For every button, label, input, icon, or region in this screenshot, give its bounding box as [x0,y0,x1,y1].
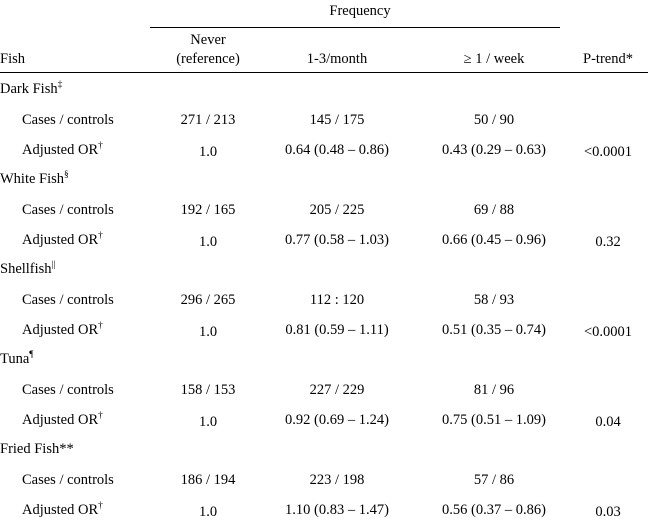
footnote-mark: † [98,411,103,421]
footnote-mark: ‡ [57,80,63,90]
cases-controls-cell: 112 : 120 [309,292,365,308]
adjusted-or-cell: 0.77 (0.58 – 1.03) [285,232,389,248]
cases-controls-label: Cases / controls [22,472,114,488]
cases-controls-cell: 271 / 213 [180,112,236,128]
adjusted-or-cell: 0.81 (0.59 – 1.11) [285,322,389,338]
adjusted-or-cell: 1.0 [198,414,218,430]
cases-controls-cell: 58 / 93 [473,292,515,308]
cases-controls-cell: 205 / 225 [309,202,365,218]
cases-controls-cell: 145 / 175 [309,112,365,128]
cases-controls-label: Cases / controls [22,292,114,308]
fish-group-label: Shellfish [0,261,52,277]
adjusted-or-cell: 1.0 [198,234,218,250]
footnote-mark: || [51,260,56,270]
adjusted-or-cell: 0.56 (0.37 – 0.86) [442,502,546,518]
never-header-line2: (reference) [176,51,240,67]
footnote-mark: † [98,321,103,331]
cases-controls-cell: 81 / 96 [473,382,515,398]
ptrend-cell: <0.0001 [583,324,633,340]
frequency-header: Frequency [329,3,391,19]
footnote-mark: † [98,141,103,151]
adjusted-or-cell: 0.43 (0.29 – 0.63) [442,142,546,158]
adjusted-or-text: Adjusted OR [22,142,99,158]
adjusted-or-cell: 0.51 (0.35 – 0.74) [442,322,546,338]
column-header-rule [0,72,648,73]
never-header-line1: Never [190,32,226,48]
fish-group-label: White Fish [0,171,65,187]
adjusted-or-cell: 0.66 (0.45 – 0.96) [442,232,546,248]
fish-group-name [0,442,74,457]
cases-controls-cell: 69 / 88 [473,202,515,218]
fish-column-header: Fish [0,51,25,67]
week-header: ≥ 1 / week [463,51,525,67]
ptrend-cell: 0.04 [595,414,621,430]
month-header: 1-3/month [306,51,368,67]
adjusted-or-cell: 1.0 [198,144,218,160]
adjusted-or-cell: 1.10 (0.83 – 1.47) [285,502,389,518]
adjusted-or-label [22,503,103,518]
fish-group-label: Fried Fish** [0,441,74,457]
footnote-mark: ¶ [29,350,34,360]
adjusted-or-text: Adjusted OR [22,322,99,338]
adjusted-or-label [22,143,103,158]
cases-controls-label: Cases / controls [22,202,114,218]
cases-controls-cell: 192 / 165 [180,202,236,218]
adjusted-or-text: Adjusted OR [22,502,99,518]
cases-controls-cell: 223 / 198 [309,472,365,488]
adjusted-or-label [22,233,103,248]
fish-group-name [0,172,69,187]
fish-group-name [0,82,62,97]
cases-controls-cell: 158 / 153 [180,382,236,398]
fish-group-name [0,262,55,277]
adjusted-or-text: Adjusted OR [22,232,99,248]
footnote-mark: † [98,501,103,511]
adjusted-or-text: Adjusted OR [22,412,99,428]
cases-controls-cell: 50 / 90 [473,112,515,128]
fish-group-label: Dark Fish [0,81,58,97]
adjusted-or-label [22,413,103,428]
fish-group-label: Tuna [0,351,30,367]
ptrend-cell: 0.03 [595,504,621,520]
cases-controls-label: Cases / controls [22,112,114,128]
ptrend-cell: <0.0001 [583,144,633,160]
cases-controls-cell: 296 / 265 [180,292,236,308]
ptrend-cell: 0.32 [595,234,621,250]
footnote-mark: § [64,170,69,180]
adjusted-or-cell: 1.0 [198,324,218,340]
header-rule [150,27,560,28]
cases-controls-label: Cases / controls [22,382,114,398]
adjusted-or-cell: 0.64 (0.48 – 0.86) [285,142,389,158]
ptrend-header: P-trend* [583,51,633,67]
adjusted-or-cell: 1.0 [198,504,218,520]
adjusted-or-label [22,323,103,338]
cases-controls-cell: 227 / 229 [309,382,365,398]
cases-controls-cell: 57 / 86 [473,472,515,488]
cases-controls-cell: 186 / 194 [180,472,236,488]
adjusted-or-cell: 0.75 (0.51 – 1.09) [442,412,546,428]
fish-group-name [0,352,34,367]
footnote-mark: † [98,231,103,241]
adjusted-or-cell: 0.92 (0.69 – 1.24) [285,412,389,428]
